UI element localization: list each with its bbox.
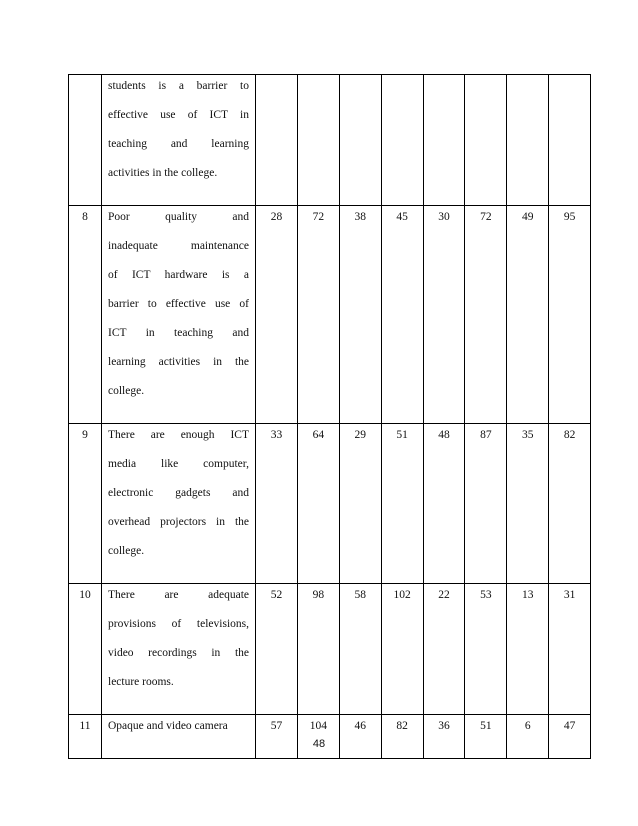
value-cell: 64 — [297, 424, 339, 584]
value-cell: 51 — [381, 424, 423, 584]
value-cell: 6 — [507, 715, 549, 759]
value-cell: 33 — [256, 424, 298, 584]
table-row — [69, 424, 591, 584]
item-number-cell — [69, 75, 102, 206]
value-cell: 38 — [339, 206, 381, 424]
value-cell: 30 — [423, 206, 465, 424]
statement-cell — [102, 715, 256, 759]
table-row — [69, 206, 591, 424]
table-row — [69, 584, 591, 715]
statement-cell — [102, 206, 256, 424]
value-cell: 49 — [507, 206, 549, 424]
statement-line: media like computer, — [108, 458, 249, 470]
value-cell: 53 — [465, 584, 507, 715]
statement-line: lecture rooms. — [108, 676, 174, 688]
value-cell — [423, 75, 465, 206]
value-cell: 57 — [256, 715, 298, 759]
value-cell: 52 — [256, 584, 298, 715]
page-number: 48 — [312, 738, 326, 750]
value-cell: 48 — [423, 424, 465, 584]
statement-line: There are enough ICT — [108, 429, 249, 441]
statement-line: electronic gadgets and — [108, 487, 249, 499]
value-cell: 13 — [507, 584, 549, 715]
item-number-cell: 10 — [69, 584, 102, 715]
survey-table — [68, 74, 591, 759]
value-cell — [339, 75, 381, 206]
statement-line: college. — [108, 545, 145, 557]
statement-line: There are adequate — [108, 589, 249, 601]
value-cell: 47 — [549, 715, 591, 759]
table-row — [69, 715, 591, 759]
statement-line: learning activities in the — [108, 356, 249, 368]
value-cell: 36 — [423, 715, 465, 759]
statement-line: teaching and learning — [108, 138, 249, 150]
statement-line: ICT in teaching and — [108, 327, 249, 339]
value-cell — [507, 75, 549, 206]
value-cell: 82 — [381, 715, 423, 759]
value-cell: 51 — [465, 715, 507, 759]
value-cell: 95 — [549, 206, 591, 424]
value-cell: 28 — [256, 206, 298, 424]
value-cell — [256, 75, 298, 206]
table-row — [69, 75, 591, 206]
value-cell: 22 — [423, 584, 465, 715]
statement-cell — [102, 584, 256, 715]
value-cell: 58 — [339, 584, 381, 715]
statement-line: video recordings in the — [108, 647, 249, 659]
item-number-cell: 11 — [69, 715, 102, 759]
value-cell: 45 — [381, 206, 423, 424]
statement-line: barrier to effective use of — [108, 298, 249, 310]
statement-line: provisions of televisions, — [108, 618, 249, 630]
statement-line: effective use of ICT in — [108, 109, 249, 121]
statement-line: overhead projectors in the — [108, 516, 249, 528]
item-number-cell: 8 — [69, 206, 102, 424]
value-cell: 102 — [381, 584, 423, 715]
statement-line: inadequate maintenance — [108, 240, 249, 252]
value-cell: 72 — [465, 206, 507, 424]
statement-cell — [102, 75, 256, 206]
value-cell: 98 — [297, 584, 339, 715]
value-cell: 29 — [339, 424, 381, 584]
statement-line: of ICT hardware is a — [108, 269, 249, 281]
item-number-cell: 9 — [69, 424, 102, 584]
value-cell: 72 — [297, 206, 339, 424]
statement-line: Opaque and video camera — [108, 720, 228, 732]
statement-line: activities in the college. — [108, 167, 218, 179]
value-cell: 104 — [297, 715, 339, 759]
value-cell — [549, 75, 591, 206]
statement-cell — [102, 424, 256, 584]
value-cell: 31 — [549, 584, 591, 715]
statement-line: students is a barrier to — [108, 80, 249, 92]
value-cell — [381, 75, 423, 206]
value-cell: 46 — [339, 715, 381, 759]
value-cell: 82 — [549, 424, 591, 584]
statement-line: college. — [108, 385, 145, 397]
value-cell: 35 — [507, 424, 549, 584]
value-cell — [465, 75, 507, 206]
value-cell: 87 — [465, 424, 507, 584]
value-cell — [297, 75, 339, 206]
statement-line: Poor quality and — [108, 211, 249, 223]
